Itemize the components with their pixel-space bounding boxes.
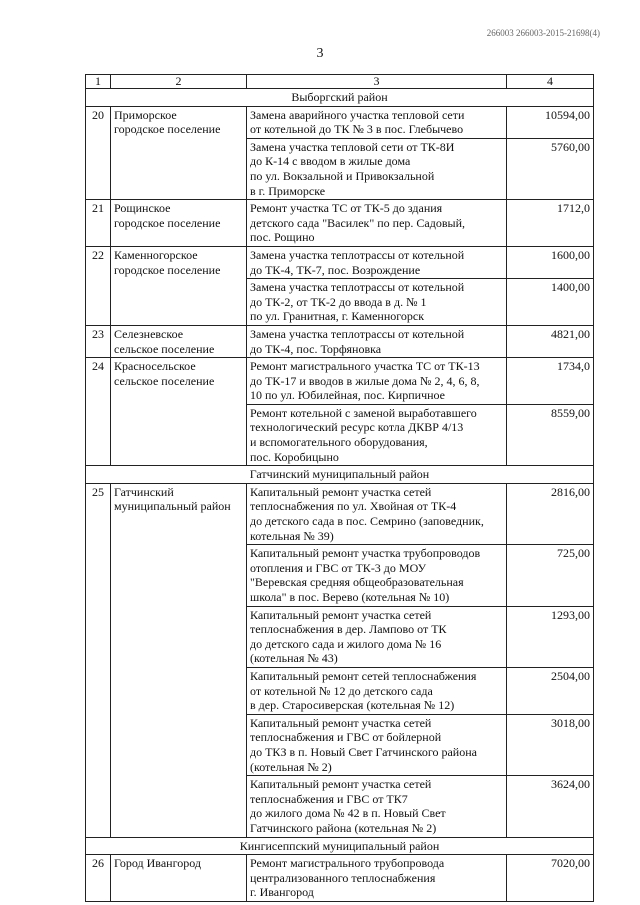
header-cell: 3 [247,75,507,89]
row-number: 22 [86,246,111,325]
settlement-name: Приморское городское поселение [111,106,247,200]
work-description: Замена участка теплотрассы от котельной до ТК-4, ТК-7, пос. Возрождение [247,246,507,278]
header-cell: 1 [86,75,111,89]
amount-value: 1400,00 [507,279,594,326]
amount-value: 1600,00 [507,246,594,278]
amount-value: 1712,0 [507,200,594,247]
header-cell: 4 [507,75,594,89]
table-row [86,246,594,278]
settlement-name: Город Ивангород [111,855,247,902]
work-description: Ремонт магистрального участка ТС от ТК-13 до ТК-17 и вводов в жилые дома № 2, 4, 6, 8, 10 по ул. Юбилейная, пос. Кирпичное [247,358,507,405]
work-description: Ремонт участка ТС от ТК-5 до здания детского сада "Василек" по пер. Садовый, пос. Рощино [247,200,507,247]
table-row [86,483,594,544]
row-number: 25 [86,483,111,837]
region-row [86,466,594,484]
table-row [86,106,594,138]
amount-value: 4821,00 [507,325,594,357]
table-row [86,200,594,247]
work-description: Капитальный ремонт участка сетей теплоснабжения и ГВС от бойлерной до ТКЗ в п. Новый Свет Гатчинского района (котельная № 2) [247,714,507,775]
row-number: 21 [86,200,111,247]
amount-value: 10594,00 [507,106,594,138]
table-row [86,855,594,902]
works-table [85,74,594,902]
page-number: 3 [316,46,324,61]
table-row [86,358,594,405]
region-row [86,89,594,107]
row-number: 20 [86,106,111,200]
work-description: Замена аварийного участка тепловой сети от котельной до ТК № 3 в пос. Глебычево [247,106,507,138]
work-description: Ремонт магистрального трубопровода централизованного теплоснабжения г. Ивангород [247,855,507,902]
settlement-name: Селезневское сельское поселение [111,325,247,357]
table-row [86,325,594,357]
settlement-name: Красносельское сельское поселение [111,358,247,466]
table-header-row [86,75,594,89]
settlement-name: Гатчинский муниципальный район [111,483,247,837]
header-cell: 2 [111,75,247,89]
amount-value: 3624,00 [507,776,594,837]
amount-value: 725,00 [507,545,594,606]
work-description: Замена участка теплотрассы от котельной до ТК-4, пос. Торфяновка [247,325,507,357]
amount-value: 1734,0 [507,358,594,405]
amount-value: 2504,00 [507,667,594,714]
region-row [86,837,594,855]
work-description: Капитальный ремонт сетей теплоснабжения от котельной № 12 до детского сада в дер. Старосиверская (котельная № 12) [247,667,507,714]
settlement-name: Каменногорское городское поселение [111,246,247,325]
amount-value: 1293,00 [507,606,594,667]
settlement-name: Рощинское городское поселение [111,200,247,247]
region-title: Выборгский район [86,89,594,107]
region-title: Гатчинский муниципальный район [86,466,594,484]
amount-value: 5760,00 [507,138,594,199]
amount-value: 7020,00 [507,855,594,902]
work-description: Капитальный ремонт участка сетей теплоснабжения по ул. Хвойная от ТК-4 до детского сада в пос. Семрино (заповедник, котельная № 39) [247,483,507,544]
work-description: Капитальный ремонт участка сетей теплоснабжения в дер. Лампово от ТК до детского сада и жилого дома № 16 (котельная № 43) [247,606,507,667]
amount-value: 3018,00 [507,714,594,775]
amount-value: 2816,00 [507,483,594,544]
amount-value: 8559,00 [507,404,594,465]
row-number: 26 [86,855,111,902]
row-number: 23 [86,325,111,357]
work-description: Капитальный ремонт участка сетей теплоснабжения и ГВС от ТК7 до жилого дома № 42 в п. Новый Свет Гатчинского района (котельная № 2) [247,776,507,837]
work-description: Ремонт котельной с заменой выработавшего технологический ресурс котла ДКВР 4/13 и вспомогательного оборудования, пос. Коробицыно [247,404,507,465]
row-number: 24 [86,358,111,466]
work-description: Замена участка тепловой сети от ТК-8И до К-14 с вводом в жилые дома по ул. Вокзальной и Привокзальной в г. Приморске [247,138,507,199]
work-description: Капитальный ремонт участка трубопроводов отопления и ГВС от ТК-3 до МОУ "Веревская средняя общеобразовательная школа" в пос. Верево (котельная № 10) [247,545,507,606]
work-description: Замена участка теплотрассы от котельной до ТК-2, от ТК-2 до ввода в д. № 1 по ул. Гранитная, г. Каменногорск [247,279,507,326]
document-code: 266003 266003-2015-21698(4) [486,28,600,38]
region-title: Кингисеппский муниципальный район [86,837,594,855]
